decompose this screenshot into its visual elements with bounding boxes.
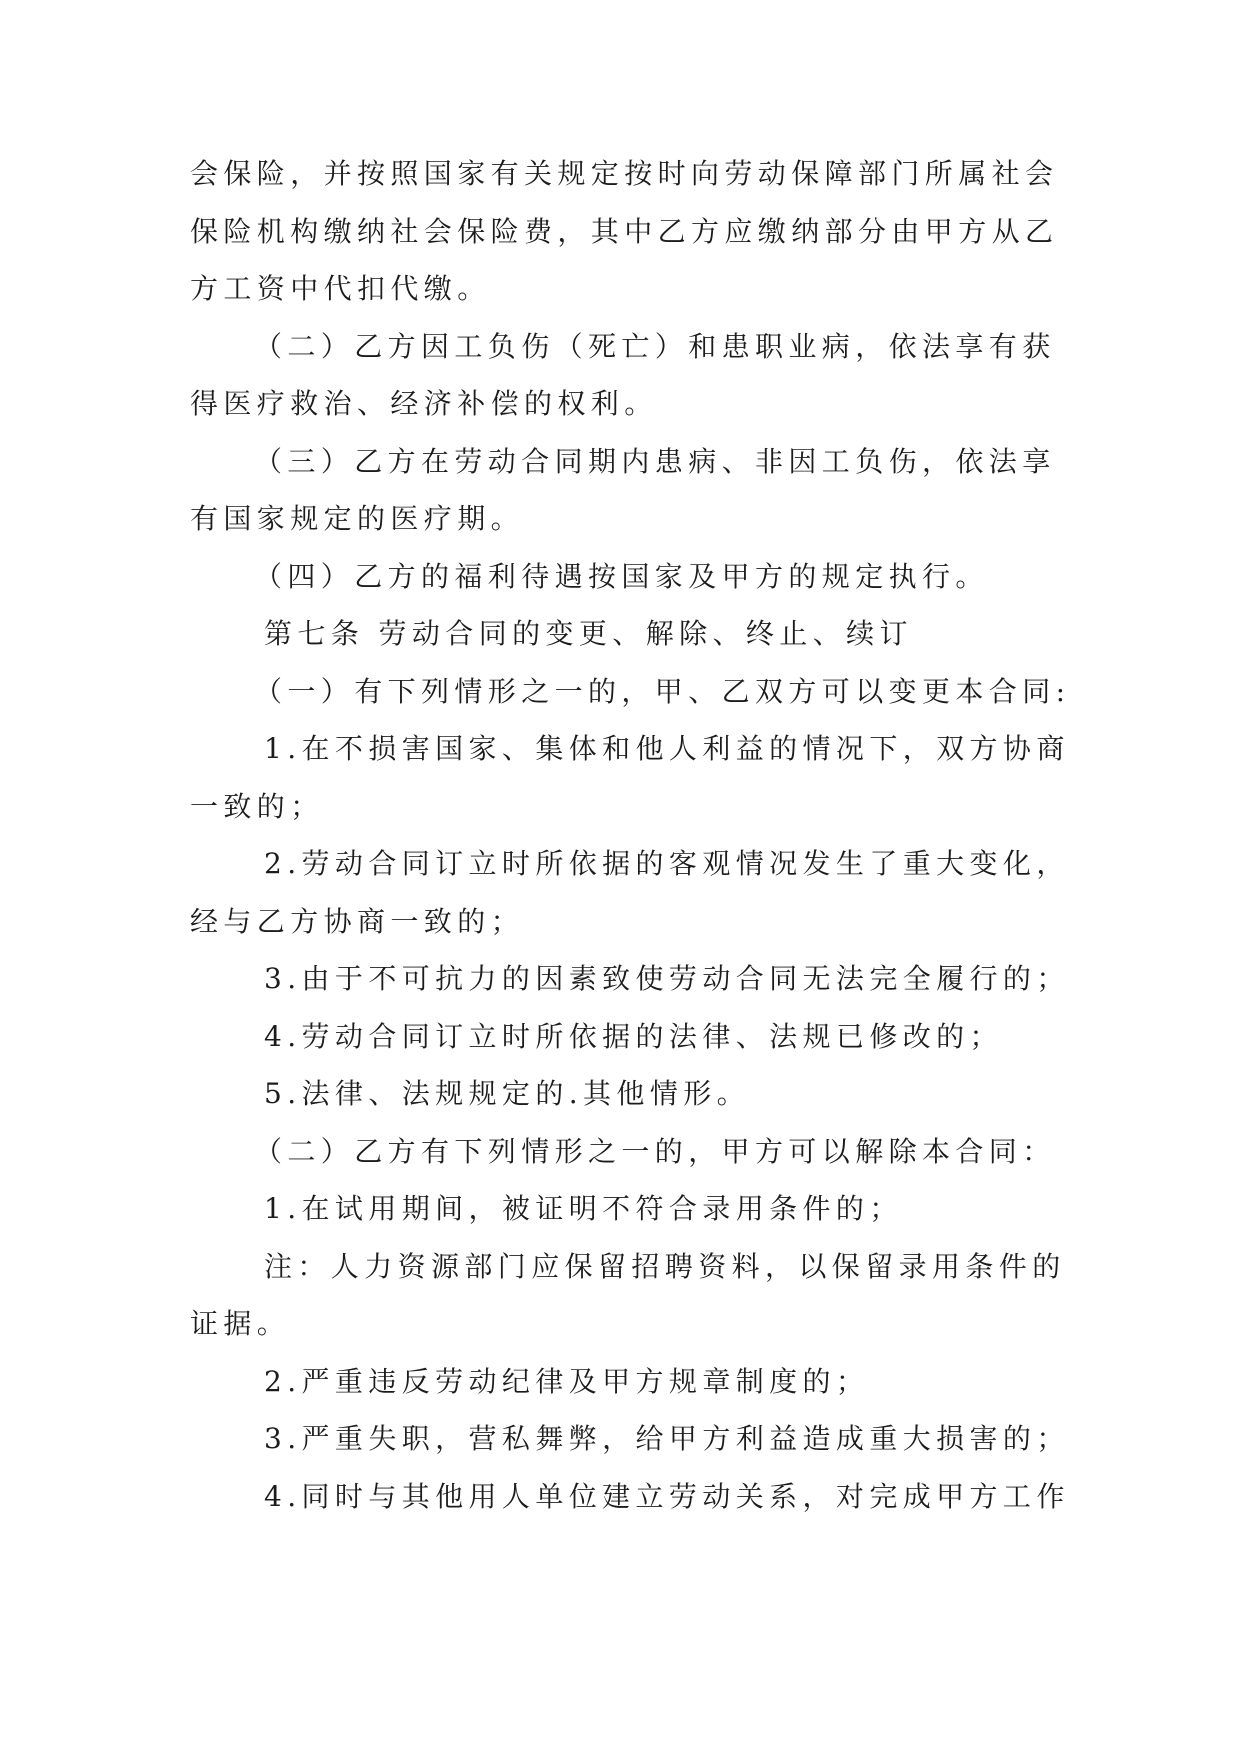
- document-page: [190, 145, 1071, 1525]
- text-line-7: 有国家规定的医疗期。: [190, 502, 525, 535]
- text-line-10: （一）有下列情形之一的，甲、乙双方可以变更本合同:: [254, 674, 1071, 708]
- text-line-8: （四）乙方的福利待遇按国家及甲方的规定执行。: [254, 559, 989, 593]
- text-line-5: 得医疗救治、经济补偿的权利。: [190, 387, 658, 420]
- text-line-17: 5.法律、法规规定的.其他情形。: [264, 1077, 751, 1110]
- text-line-23: 3.严重失职，营私舞弊，给甲方利益造成重大损害的；: [264, 1422, 1070, 1455]
- text-line-19: 1.在试用期间，被证明不符合录用条件的；: [264, 1192, 903, 1225]
- article-heading: 第七条 劳动合同的变更、解除、终止、续订: [264, 617, 913, 650]
- text-line-11: 1.在不损害国家、集体和他人利益的情况下，双方协商: [264, 732, 1070, 765]
- text-line-1: 会保险，并按照国家有关规定按时向劳动保障部门所属社会: [190, 157, 1059, 190]
- text-line-14: 经与乙方协商一致的；: [190, 904, 525, 938]
- note-line: 注：人力资源部门应保留招聘资料，以保留录用条件的: [264, 1249, 1066, 1283]
- text-line-18: （二）乙方有下列情形之一的，甲方可以解除本合同：: [254, 1134, 1056, 1168]
- text-line-22: 2.严重违反劳动纪律及甲方规章制度的；: [264, 1364, 870, 1398]
- text-line-24: 4.同时与其他用人单位建立劳动关系，对完成甲方工作: [264, 1479, 1070, 1513]
- text-line-2: 保险机构缴纳社会保险费，其中乙方应缴纳部分由甲方从乙: [190, 214, 1059, 248]
- text-line-6: （三）乙方在劳动合同期内患病、非因工负伤，依法享: [254, 444, 1056, 478]
- text-line-3: 方工资中代扣代缴。: [190, 272, 491, 305]
- text-line-21: 证据。: [190, 1307, 291, 1340]
- text-line-16: 4.劳动合同订立时所依据的法律、法规已修改的；: [264, 1019, 1003, 1053]
- text-line-4: （二）乙方因工负伤（死亡）和患职业病，依法享有获: [254, 329, 1056, 363]
- text-line-15: 3.由于不可抗力的因素致使劳动合同无法完全履行的；: [264, 962, 1070, 995]
- text-line-12: 一致的；: [190, 789, 324, 823]
- text-line-13: 2.劳动合同订立时所依据的客观情况发生了重大变化，: [264, 847, 1070, 880]
